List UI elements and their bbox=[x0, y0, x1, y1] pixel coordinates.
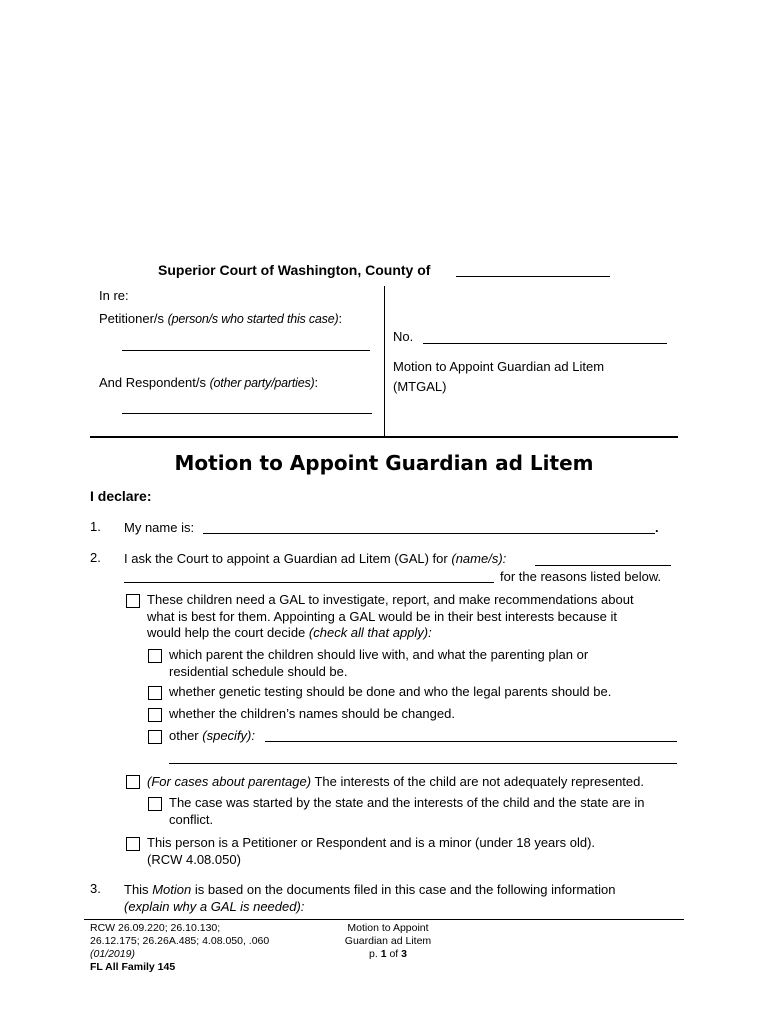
header-divider bbox=[384, 286, 385, 436]
children-line-2: what is best for them. Appointing a GAL would be in their best interests because it bbox=[147, 608, 617, 624]
state-line-2: conflict. bbox=[169, 811, 214, 827]
court-label: Superior Court of Washington, County of bbox=[158, 262, 431, 278]
motion-hint: (explain why a GAL is needed): bbox=[124, 898, 305, 914]
name-period: . bbox=[655, 520, 659, 535]
footer-date: (01/2019) bbox=[90, 948, 135, 960]
name-change-text: whether the children’s names should be changed. bbox=[169, 706, 455, 721]
header-bottom-rule bbox=[90, 436, 678, 438]
name-field-line[interactable] bbox=[203, 533, 655, 534]
petitioner-label bbox=[99, 311, 342, 327]
form-name-line2: (MTGAL) bbox=[393, 379, 447, 394]
footer-center-2: Guardian ad Litem bbox=[344, 935, 432, 947]
footer-rule bbox=[84, 919, 684, 920]
reasons-text: for the reasons listed below. bbox=[500, 569, 662, 584]
respondent-text: And Respondent/s bbox=[99, 375, 206, 390]
declare-heading: I declare: bbox=[90, 488, 152, 504]
case-number-line[interactable] bbox=[423, 343, 667, 344]
state-conflict-checkbox[interactable] bbox=[148, 797, 162, 811]
genetic-testing-checkbox[interactable] bbox=[148, 686, 162, 700]
footer-left bbox=[90, 922, 269, 974]
respondent-label bbox=[99, 375, 318, 391]
petitioner-hint: (person/s who started this case) bbox=[167, 312, 339, 326]
other-hint: (specify): bbox=[202, 728, 255, 743]
county-field-line[interactable] bbox=[456, 276, 610, 277]
children-hint: (check all that apply): bbox=[308, 625, 432, 640]
parenting-plan-checkbox[interactable] bbox=[148, 649, 162, 663]
children-line-1: These children need a GAL to investigate, report, and make recommendations about bbox=[147, 592, 634, 607]
motion-basis-text bbox=[124, 882, 684, 915]
other-field-line-1[interactable] bbox=[265, 741, 677, 742]
other-field-line-2[interactable] bbox=[169, 763, 677, 764]
children-need-gal-text bbox=[147, 592, 677, 642]
respondent-hint: (other party/parties) bbox=[209, 376, 315, 390]
state-line-1: The case was started by the state and the interests of the child and the state are in bbox=[169, 795, 645, 810]
motion-word: Motion bbox=[152, 882, 192, 897]
state-conflict-text bbox=[169, 795, 684, 828]
other-label bbox=[169, 728, 255, 744]
item-2-number: 2. bbox=[90, 550, 101, 565]
form-name-line1: Motion to Appoint Guardian ad Litem bbox=[393, 359, 605, 374]
parentage-main: The interests of the child are not adequately represented. bbox=[314, 774, 644, 789]
respondent-colon: : bbox=[314, 375, 319, 390]
item-3-number: 3. bbox=[90, 881, 101, 896]
other-checkbox[interactable] bbox=[148, 730, 162, 744]
footer-center-1: Motion to Appoint bbox=[347, 922, 429, 934]
name-label: My name is: bbox=[124, 520, 195, 535]
petitioner-text: Petitioner/s bbox=[99, 311, 165, 326]
parenting-line-1: which parent the children should live with, and what the parenting plan or bbox=[169, 647, 589, 662]
petitioner-colon: : bbox=[338, 311, 343, 326]
children-line-3-text: would help the court decide bbox=[147, 625, 306, 640]
footer-rcw-2: 26.12.175; 26.26A.485; 4.08.050, .060 bbox=[90, 935, 270, 947]
parenting-plan-text bbox=[169, 647, 679, 680]
ask-hint: (name/s): bbox=[451, 551, 507, 566]
minor-checkbox[interactable] bbox=[126, 837, 140, 851]
motion-line-1 bbox=[124, 882, 684, 899]
court-heading bbox=[158, 262, 430, 278]
children-line-3 bbox=[147, 625, 677, 642]
parentage-text bbox=[147, 774, 644, 790]
motion-pre: This bbox=[124, 882, 149, 897]
genetic-testing-text: whether genetic testing should be done and who the legal parents should be. bbox=[169, 684, 612, 699]
respondent-name-line[interactable] bbox=[122, 413, 372, 414]
gal-names-line-1[interactable] bbox=[535, 565, 671, 566]
motion-post: is based on the documents filed in this case and the following information bbox=[194, 882, 616, 897]
minor-line-2: (RCW 4.08.050) bbox=[147, 851, 241, 867]
footer-page-num: 1 bbox=[380, 948, 387, 960]
minor-line-1: This person is a Petitioner or Respondent and is a minor (under 18 years old). bbox=[147, 835, 596, 850]
footer-page-pre: p. bbox=[369, 948, 378, 960]
footer-center bbox=[318, 922, 458, 961]
minor-text bbox=[147, 835, 677, 868]
parenting-line-2: residential schedule should be. bbox=[169, 663, 348, 679]
footer-page bbox=[318, 948, 458, 961]
petitioner-name-line[interactable] bbox=[122, 350, 370, 351]
case-number-label: No. bbox=[393, 329, 414, 344]
parentage-hint: (For cases about parentage) bbox=[147, 774, 312, 789]
footer-rcw-1: RCW 26.09.220; 26.10.130; bbox=[90, 922, 221, 934]
footer-page-mid: of bbox=[389, 948, 399, 960]
parentage-checkbox[interactable] bbox=[126, 775, 140, 789]
children-need-gal-checkbox[interactable] bbox=[126, 594, 140, 608]
footer-page-total: 3 bbox=[401, 948, 407, 960]
in-re-label: In re: bbox=[99, 288, 129, 303]
gal-names-line-2[interactable] bbox=[124, 582, 494, 583]
ask-main: I ask the Court to appoint a Guardian ad Litem (GAL) for bbox=[124, 551, 448, 566]
other-text: other bbox=[169, 728, 199, 743]
ask-text bbox=[124, 551, 506, 567]
page-title: Motion to Appoint Guardian ad Litem bbox=[174, 451, 594, 475]
footer-form-id: FL All Family 145 bbox=[90, 961, 176, 973]
name-change-checkbox[interactable] bbox=[148, 708, 162, 722]
item-1-number: 1. bbox=[90, 519, 101, 534]
